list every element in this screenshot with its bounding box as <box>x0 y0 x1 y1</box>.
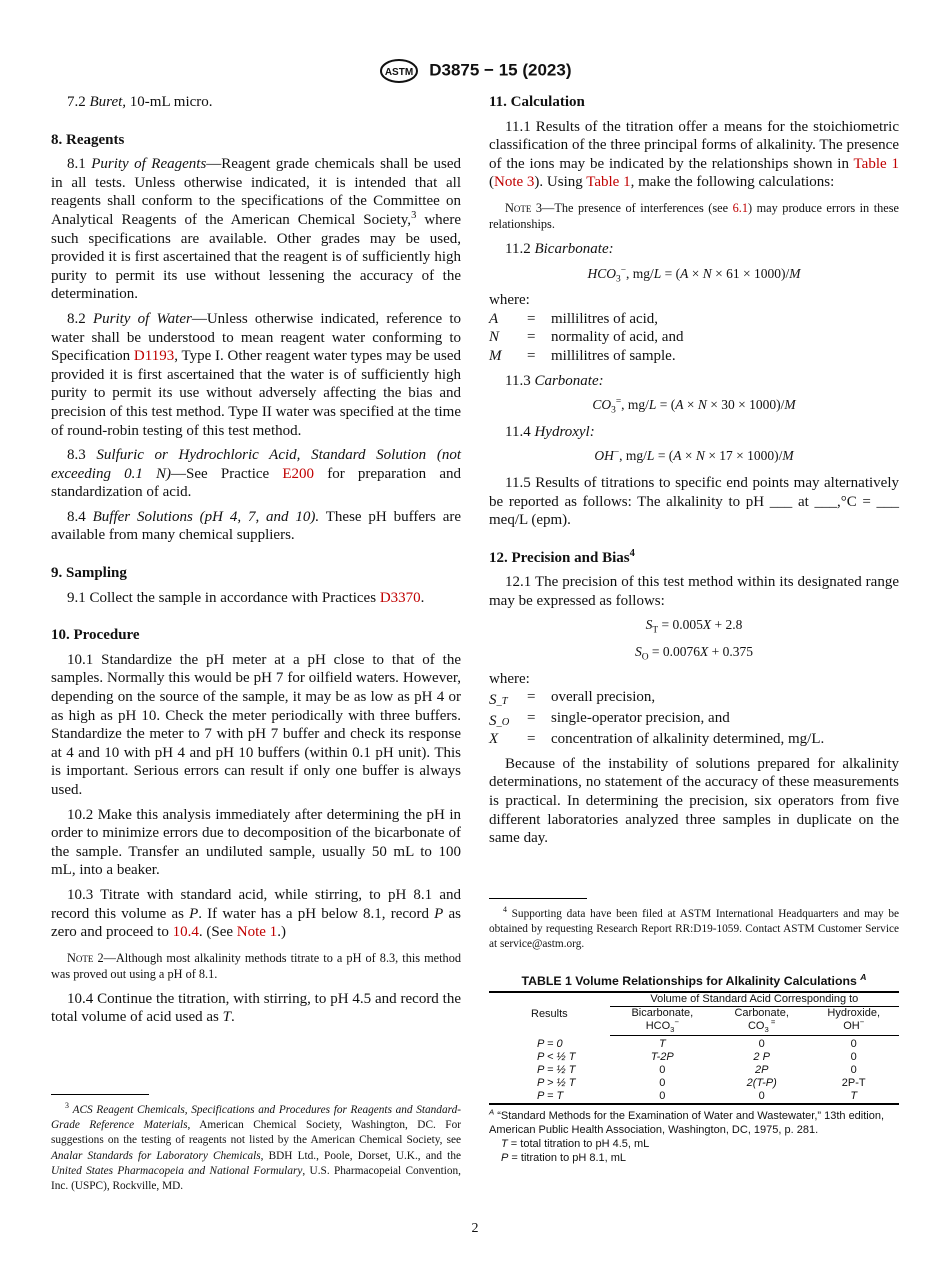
text-segment: for preparation and standardization of acid. <box>51 465 461 501</box>
text-segment: N <box>697 397 707 413</box>
text-segment: M <box>789 265 801 281</box>
column-formula: HCO <box>645 1020 671 1032</box>
text-segment: ). Using <box>534 174 587 191</box>
text-segment: . <box>420 589 425 606</box>
equation <box>489 616 899 635</box>
astm-logo-icon <box>379 58 419 84</box>
text-segment: Hydroxyl: <box>534 423 595 440</box>
where-definitions <box>489 670 899 749</box>
cross-reference-link[interactable]: Note 1 <box>236 924 278 941</box>
value-cell: 0 <box>659 1064 666 1076</box>
formula-charge: − <box>674 1017 679 1027</box>
formula-charge: = <box>768 1017 776 1027</box>
variable-symbol: M <box>489 347 502 364</box>
variable-symbol: A <box>489 310 499 327</box>
text-segment: − <box>613 447 620 458</box>
equals-sign: = <box>527 689 536 706</box>
cross-reference-link[interactable]: 6.1 <box>732 200 748 215</box>
paragraph <box>489 118 899 192</box>
text-segment: Sulfuric or Hydrochloric Acid, Standard Solution (not exceeding 0.1 N) <box>51 447 461 482</box>
text-segment: where such specifications are available. Other grades may be used, provided it is first ascertained that the reagent is of sufficiently high purity to permit its use without lessening the accuracy of the determination. <box>51 211 461 303</box>
text-segment: . (See <box>198 924 237 941</box>
text-segment: , mg/ <box>621 397 649 413</box>
variable-symbol <box>489 709 527 730</box>
text-segment: P <box>189 905 199 922</box>
equals-sign: = <box>527 347 536 364</box>
text-segment: —See Practice <box>171 465 283 482</box>
text-segment: OH <box>594 448 614 464</box>
legend-text: = titration to pH 8.1, mL <box>511 1152 627 1164</box>
text-segment: P <box>434 905 444 922</box>
section-heading <box>51 131 461 150</box>
value-cell: 0 <box>758 1038 765 1050</box>
text-segment: 9.1 Collect the sample in accordance with Practices <box>67 589 380 606</box>
column-formula: CO <box>747 1020 765 1032</box>
column-name: Hydroxide, <box>827 1007 880 1019</box>
text-segment: L <box>653 265 662 281</box>
column-name: Carbonate, <box>734 1007 789 1019</box>
paragraph <box>51 508 461 545</box>
text-segment: 12. Precision and Bias <box>489 549 630 566</box>
value-cell: 2P-T <box>841 1077 866 1089</box>
value-cell: 0 <box>850 1038 857 1050</box>
text-segment: M <box>782 448 794 464</box>
text-segment: . <box>230 1009 235 1026</box>
cross-reference-link[interactable]: D1193 <box>133 348 175 365</box>
result-cell: P = T <box>537 1090 564 1102</box>
section-heading <box>489 549 899 568</box>
text-segment: A <box>673 448 682 464</box>
text-segment: 10.3 Titrate with standard acid, while stirring, to pH 8.1 and record this volume as <box>51 886 461 922</box>
text-segment: 10. Procedure <box>51 627 140 644</box>
text-segment: 10.4 Continue the titration, with stirring, to pH 4.5 and record the total volume of acid used as <box>51 990 461 1026</box>
text-segment: —Reagent grade chemicals shall be used in all tests. Unless otherwise indicated, it is intended that all reagents shall conform to the specifications of the Committee on Analytical Reagents of the American Chemical Society, <box>51 156 461 228</box>
text-segment: 8.3 <box>67 447 97 464</box>
text-segment: , mg/ <box>619 448 647 464</box>
paragraph <box>489 372 899 391</box>
text-segment: ) may produce errors in these relationships. <box>489 200 899 231</box>
value-cell: 0 <box>659 1077 666 1089</box>
results-header: Results <box>531 1007 568 1020</box>
column-header <box>715 1007 809 1036</box>
variable-symbol <box>489 688 527 709</box>
text-segment: 4 <box>629 547 635 559</box>
section-heading <box>51 564 461 583</box>
text-segment: Carbonate: <box>534 372 604 389</box>
value-cell: 0 <box>758 1090 765 1102</box>
value-cell: T-2P <box>650 1051 674 1063</box>
footnote-4 <box>489 898 899 953</box>
text-segment: 2—Although most alkalinity methods titrate to a pH of 8.3, this method was proved out using a pH of 8.1. <box>51 950 461 981</box>
legend-symbol: P <box>501 1152 509 1164</box>
text-segment: , mg/ <box>626 265 654 281</box>
variable-symbol-subscripted: S_O <box>489 713 510 730</box>
equation <box>489 265 899 284</box>
text-segment: = ( <box>656 397 676 413</box>
section-heading <box>489 93 899 112</box>
value-cell: 0 <box>850 1051 857 1063</box>
paragraph <box>489 240 899 259</box>
text-segment: Bicarbonate: <box>534 240 614 257</box>
text-segment: × 61 × 1000)/ <box>711 265 790 281</box>
text-segment: × <box>688 265 703 281</box>
text-segment: 11. Calculation <box>489 94 585 110</box>
paragraph <box>51 589 461 608</box>
text-segment: 7.2 <box>67 94 90 110</box>
paragraph <box>51 806 461 880</box>
text-segment: CO <box>592 397 612 413</box>
volume-relationships-table <box>489 991 899 1105</box>
text-segment: = 0.0076 <box>648 644 701 660</box>
value-cell: 2 P <box>753 1051 770 1063</box>
text-segment: × <box>681 448 696 464</box>
text-segment: HCO <box>587 265 616 281</box>
text-segment: + 0.375 <box>708 644 754 660</box>
text-segment: A <box>675 397 684 413</box>
text-segment: 8. Reagents <box>51 131 125 148</box>
text-segment: = ( <box>661 265 681 281</box>
text-segment: × <box>683 397 698 413</box>
text-segment: Analar Standards for Laboratory Chemicals <box>51 1149 261 1162</box>
text-segment: Buffer Solutions (pH 4, 7, and 10). <box>92 508 320 525</box>
text-segment: = ( <box>654 448 674 464</box>
cross-reference-link[interactable]: 10.4 <box>172 924 199 941</box>
text-segment: X <box>700 644 709 660</box>
text-segment: L <box>648 397 657 413</box>
text-segment: × 30 × 1000)/ <box>706 397 785 413</box>
equals-sign: = <box>527 710 536 727</box>
equals-sign: = <box>527 329 536 346</box>
text-segment: M <box>784 397 796 413</box>
formula-charge: − <box>859 1017 865 1027</box>
text-segment: 3—The presence of interferences (see <box>531 200 733 215</box>
text-segment: N <box>695 448 705 464</box>
legend-item <box>489 1137 899 1151</box>
column-name: Bicarbonate, <box>631 1007 694 1019</box>
text-segment: = <box>615 396 622 407</box>
text-segment: Buret, <box>89 94 127 110</box>
text-segment: A <box>680 265 689 281</box>
text-segment: 10.1 Standardize the pH meter at a pH close to that of the samples. Normally this would be pH 7 for oilfield waters. However, depending on the source of the sample, it may be as low as pH 4 or as high as pH 10. Check the meter periodically with three buffers. Standardize the meter to 7 with pH 7 buffer and check its response at 4 and 10 with pH 4 and pH 10 buffers (within 0.1 pH unit). This is important. Serious errors can result if only one buffer is always used. <box>51 651 461 798</box>
paragraph <box>51 651 461 800</box>
paragraph <box>51 886 461 942</box>
text-segment: Purity of Reagents <box>91 156 207 173</box>
equation <box>489 396 899 415</box>
definition-row <box>489 310 899 329</box>
column-formula: OH <box>843 1020 860 1032</box>
paragraph <box>489 573 899 610</box>
legend-text: = total titration to pH 4.5, mL <box>510 1138 650 1150</box>
cross-reference-link[interactable]: Note 3 <box>494 174 535 191</box>
text-segment: 8.2 <box>67 310 93 327</box>
text-segment: 11.4 <box>505 423 535 440</box>
cross-reference-link[interactable]: Table 1 <box>586 174 631 191</box>
text-segment: .) <box>277 924 286 941</box>
text-segment: as zero and proceed to <box>51 905 461 941</box>
text-segment: + 2.8 <box>711 617 743 633</box>
equation <box>489 643 899 662</box>
definition-row <box>489 328 899 347</box>
text-segment: 8.1 <box>67 156 92 173</box>
table-1 <box>489 971 899 1165</box>
definition-row <box>489 709 899 730</box>
text-segment: S <box>645 617 653 633</box>
formula-subscript: 3 <box>764 1025 769 1035</box>
paragraph <box>51 155 461 304</box>
paragraph <box>489 423 899 442</box>
table-legend <box>489 1137 899 1165</box>
definition-text: overall precision, <box>551 689 656 706</box>
text-segment: —Unless otherwise indicated, reference to water shall be understood to mean reagent water conforming to Specification <box>51 310 461 365</box>
variable-symbol: X <box>489 731 499 748</box>
text-segment: , BDH Ltd., Poole, Dorset, U.K., and the <box>260 1149 461 1162</box>
left-column <box>51 93 461 1033</box>
text-segment: − <box>620 265 627 276</box>
where-label: where: <box>489 292 530 309</box>
section-heading <box>51 626 461 645</box>
right-column <box>489 93 899 854</box>
text-segment: 10-mL micro. <box>126 94 213 110</box>
text-segment: X <box>702 617 712 633</box>
result-cell: P = 0 <box>537 1037 563 1050</box>
definition-row <box>489 730 899 749</box>
text-segment: 12.1 The precision of this test method within its designated range may be expressed as follows: <box>489 574 899 609</box>
page-number: 2 <box>471 1221 479 1236</box>
designation: D3875 − 15 (2023) <box>429 60 572 80</box>
table-footnote: $^A$ “Standard Methods for the Examination of Water and Wastewater,” 13th edition, American Public Health Association, Washington, DC, 1975, p. 281. <box>489 1107 885 1136</box>
text-segment: × 17 × 1000)/ <box>704 448 783 464</box>
definition-row <box>489 688 899 709</box>
table-row <box>489 1051 899 1064</box>
text-segment: O <box>641 652 649 663</box>
text-segment: L <box>646 448 655 464</box>
text-segment: Because of the instability of solutions prepared for alkalinity determinations, no statement of the accuracy of these measurements is practical. In determining the precision, six operators from five different laboratories analyzed three samples in duplicate on the same day. <box>489 755 899 847</box>
equation <box>489 447 899 466</box>
value-cell: 0 <box>659 1090 666 1102</box>
formula-subscript: 3 <box>670 1025 675 1035</box>
paragraph <box>51 310 461 440</box>
equals-sign: = <box>527 731 536 748</box>
column-header <box>610 1007 715 1036</box>
text-segment: ( <box>489 174 494 191</box>
value-cell: T <box>850 1090 858 1102</box>
cross-reference-link[interactable]: Table 1 <box>853 155 899 172</box>
text-segment: These pH buffers are available from many chemical suppliers. <box>51 508 462 544</box>
note <box>51 950 461 982</box>
table-row <box>489 1064 899 1077</box>
text-segment: Note <box>67 950 94 965</box>
definition-row <box>489 347 899 366</box>
paragraph <box>489 474 899 530</box>
text-segment: Supporting data have been filed at ASTM International Headquarters and may be obtained by requesting Research Report RR:D19-1059. Contact ASTM Customer Service at service@astm.org. <box>489 908 899 951</box>
text-segment: 3 <box>65 1101 69 1111</box>
column-header <box>808 1007 899 1036</box>
legend-item <box>489 1151 899 1165</box>
note <box>489 200 899 232</box>
text-segment: 11.2 <box>505 240 535 257</box>
text-segment: T <box>652 626 659 637</box>
value-cell: 0 <box>850 1064 857 1076</box>
page-header <box>0 58 950 84</box>
result-cell: P < ½ T <box>537 1051 576 1063</box>
text-segment: S <box>634 644 642 660</box>
paragraph <box>51 446 461 502</box>
text-segment: 9. Sampling <box>51 565 127 582</box>
text-segment: , make the following calculations: <box>630 174 835 191</box>
footnote-divider <box>489 898 587 899</box>
where-label: where: <box>489 670 530 687</box>
value-cell: T <box>658 1038 666 1050</box>
text-segment: 8.4 <box>67 508 93 525</box>
text-segment: ACS Reagent Chemicals, Specifications and Procedures for Reagents and Standard-Grade Reference Materials <box>51 1104 461 1132</box>
text-segment: 4 <box>503 905 507 915</box>
cross-reference-link[interactable]: E200 <box>282 465 315 482</box>
cross-reference-link[interactable]: D3370 <box>379 589 421 606</box>
text-segment: 3 <box>611 405 616 416</box>
text-segment: = 0.005 <box>658 617 703 633</box>
text-segment: N <box>702 265 712 281</box>
text-segment: T <box>222 1009 231 1026</box>
where-definitions <box>489 291 899 365</box>
table-row <box>489 1036 899 1052</box>
table-row <box>489 1077 899 1090</box>
svg-text:ASTM: ASTM <box>384 67 413 78</box>
paragraph <box>51 93 461 112</box>
text-segment: Purity of Water <box>92 310 192 327</box>
text-segment: 3 <box>411 209 417 221</box>
text-segment: . If water has a pH below 8.1, record <box>198 905 435 922</box>
text-segment: 3 <box>615 274 621 285</box>
result-cell: P > ½ T <box>537 1077 576 1089</box>
table-title: TABLE 1 Volume Relationships for Alkalinity Calculations $^A$ <box>521 971 867 988</box>
definition-text: millilitres of sample. <box>551 347 676 364</box>
paragraph <box>51 990 461 1027</box>
footnote-3 <box>51 1094 461 1194</box>
definition-text: concentration of alkalinity determined, mg/L. <box>551 731 825 748</box>
text-segment: 11.3 <box>505 372 535 389</box>
equals-sign: = <box>527 310 536 327</box>
variable-symbol: N <box>489 329 500 346</box>
text-segment: , Type I. Other reagent water types may be used provided it is first ascertained that the water is of sufficiently high purity to permit its use without adversely affecting the bias and precision of this test method. Type II water was specified at the time of round-robin testing of this test method. <box>51 348 461 439</box>
text-segment: 11.1 Results of the titration offer a means for the stoichiometric classification of the three principal forms of alkalinity. The presence of the ions may be indicated by the relationships shown in <box>489 118 899 172</box>
definition-text: single-operator precision, and <box>551 710 730 727</box>
definition-text: millilitres of acid, <box>551 310 659 327</box>
text-segment: United States Pharmacopeia and National Formulary <box>51 1164 303 1177</box>
paragraph <box>489 755 899 848</box>
text-segment: , American Chemical Society, Washington, DC. For suggestions on the testing of reagents not listed by the American Chemical Society, see <box>51 1119 461 1147</box>
footnote-divider <box>51 1094 149 1095</box>
group-header: Volume of Standard Acid Corresponding to <box>610 992 899 1007</box>
value-cell: 2P <box>754 1064 769 1076</box>
table-row <box>489 1090 899 1104</box>
text-segment: 11.5 Results of titrations to specific end points may alternatively be reported as follows: The alkalinity to pH ___ at ___,°C = ___ meq/L (epm). <box>489 474 899 529</box>
text-segment: Note <box>505 200 532 215</box>
variable-symbol-subscripted: S_T <box>489 692 508 709</box>
text-segment: 10.2 Make this analysis immediately after determining the pH in order to minimize errors due to decomposition of the bicarbonate of the sample. Transfer an undiluted sample, usually 50 mL to 100 mL, into a beaker. <box>51 806 461 879</box>
legend-symbol: T <box>501 1138 508 1150</box>
definition-text: normality of acid, and <box>551 329 684 346</box>
text-segment: , U.S. Pharmacopeial Convention, Inc. (USPC), Rockville, MD. <box>51 1164 461 1193</box>
value-cell: 2(T-P) <box>746 1077 777 1089</box>
result-cell: P = ½ T <box>537 1064 576 1076</box>
